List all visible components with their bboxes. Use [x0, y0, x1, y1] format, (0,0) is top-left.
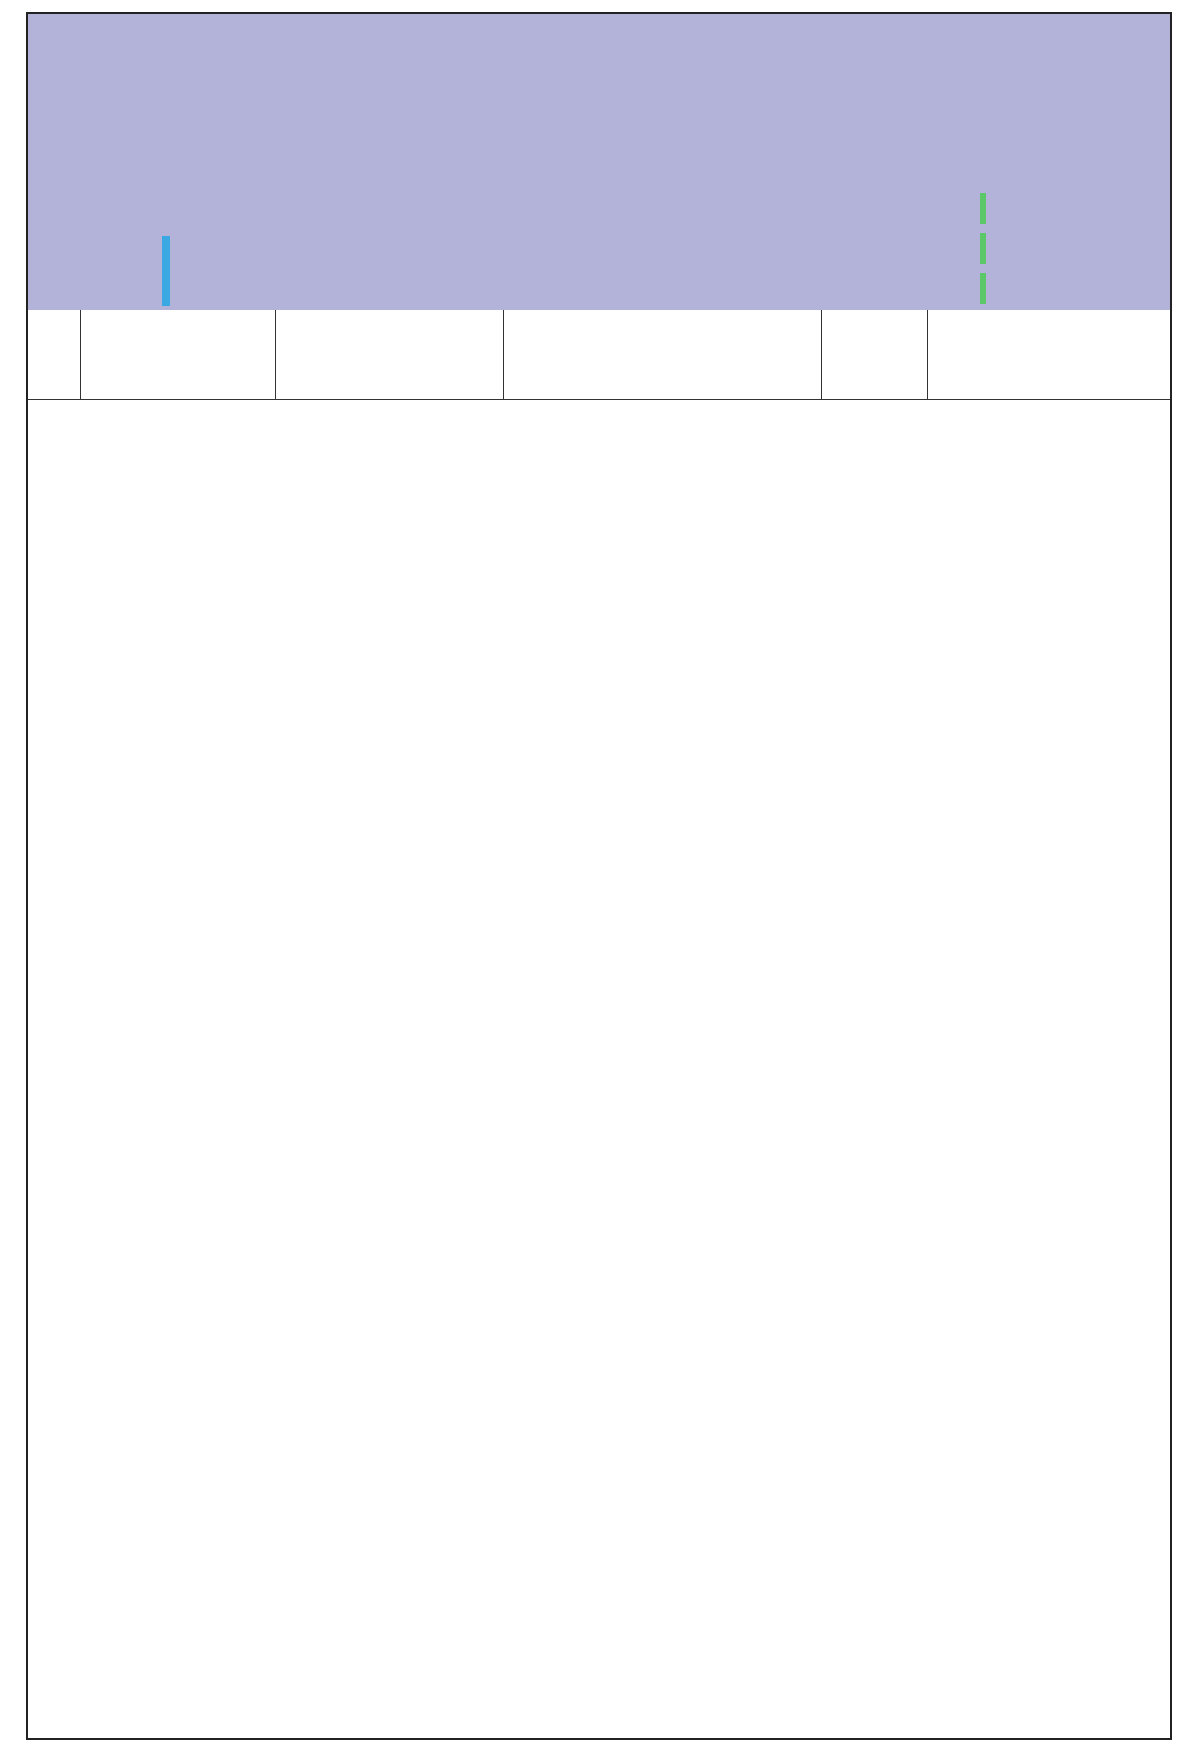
subtitle-text-1 [980, 233, 986, 264]
page-title [162, 236, 170, 306]
header-km-cell [928, 310, 1172, 399]
year-text [980, 193, 986, 224]
subtitle-line-2 [808, 272, 1158, 306]
header-nr-cell [28, 310, 81, 399]
schedule-sheet [26, 12, 1172, 1740]
subtitle-line-1 [808, 232, 1158, 266]
subtitle-text-2 [980, 273, 986, 304]
header-banner [28, 14, 1170, 312]
header-datum-cell [81, 310, 276, 399]
header-gids-cell [504, 310, 822, 399]
year-label [808, 192, 1158, 226]
header-thema-cell [276, 310, 504, 399]
header-dlnrs-cell [822, 310, 928, 399]
table-header-row [28, 310, 1170, 400]
